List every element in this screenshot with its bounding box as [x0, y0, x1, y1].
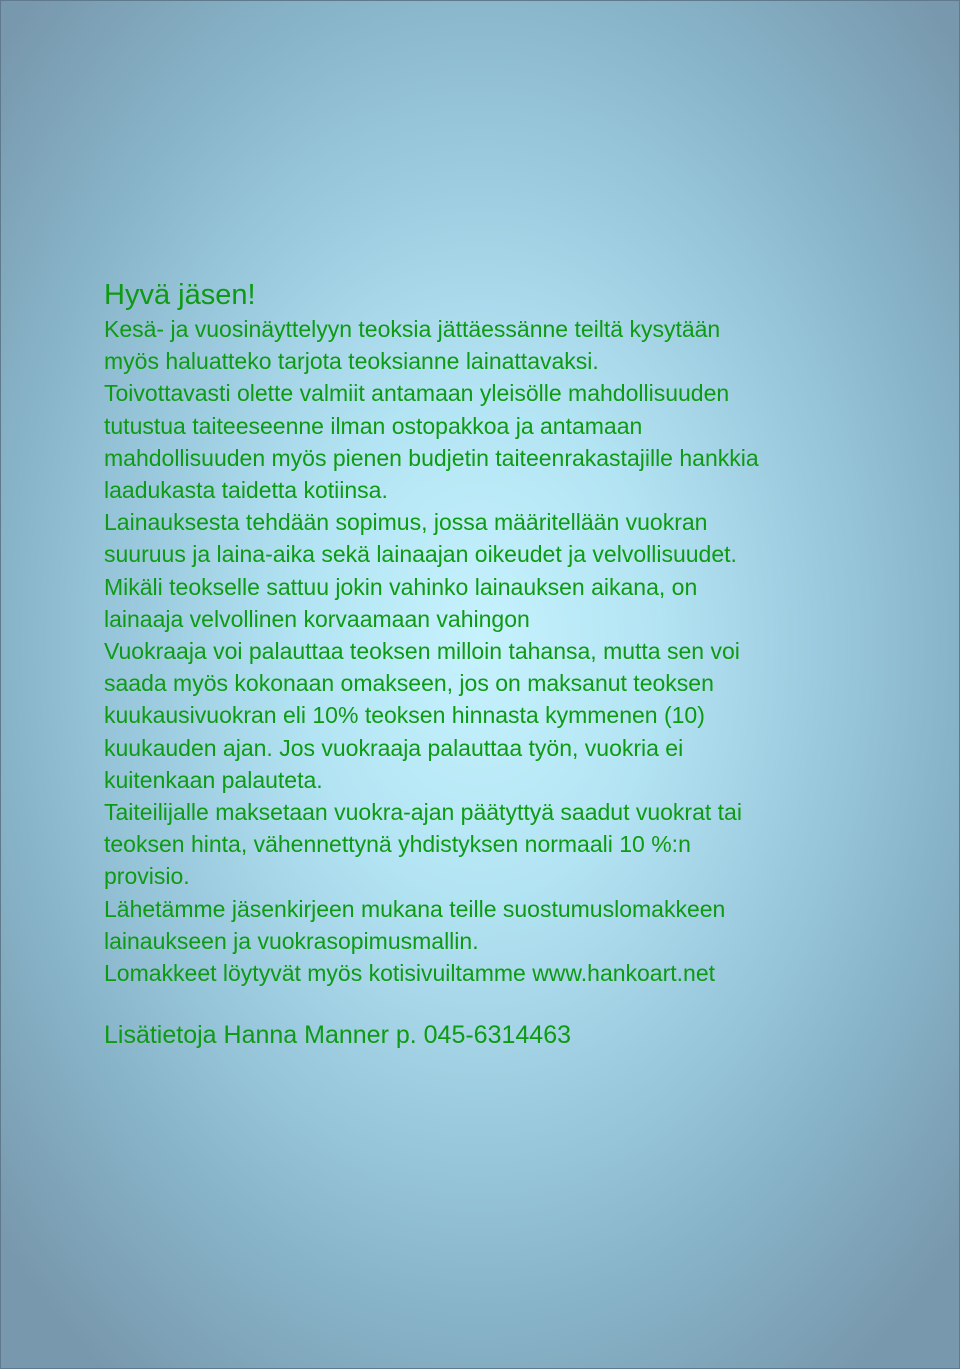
body-line: provisio. [104, 863, 190, 890]
body-line: myös haluatteko tarjota teoksianne lainattavaksi. [104, 348, 599, 375]
body-line: Lainauksesta tehdään sopimus, jossa määritellään vuokran [104, 509, 708, 536]
body-line: Kesä- ja vuosinäyttelyyn teoksia jättäessänne teiltä kysytään [104, 316, 721, 342]
letter-content [104, 277, 894, 1076]
body-line: tutustua taiteeseenne ilman ostopakkoa ja antamaan [104, 412, 643, 439]
body-line: kuukausivuokran eli 10% teoksen hinnasta kymmenen (10) [104, 702, 705, 729]
body-line: saada myös kokonaan omakseen, jos on maksanut teoksen [104, 670, 714, 697]
body-line: kuitenkaan palauteta. [104, 766, 323, 793]
body-line: Taiteilijalle maksetaan vuokra-ajan päätyttyä saadut vuokrat tai [104, 799, 742, 826]
body-line: lainaukseen ja vuokrasopimusmallin. [104, 927, 479, 954]
body-line: laadukasta taidetta kotiinsa. [104, 477, 388, 504]
body-line: teoksen hinta, vähennettynä yhdistyksen normaali 10 %:n [104, 831, 691, 858]
body-line: Mikäli teokselle sattuu jokin vahinko lainauksen aikana, on [104, 573, 698, 600]
body-line: lainaaja velvollinen korvaamaan vahingon [104, 605, 530, 632]
letter-body [104, 313, 894, 989]
body-line: Lähetämme jäsenkirjeen mukana teille suostumuslomakkeen [104, 895, 726, 922]
contact-info: Lisätietoja Hanna Manner p. 045-6314463 [104, 1021, 572, 1050]
body-line: kuukauden ajan. Jos vuokraaja palauttaa työn, vuokria ei [104, 734, 684, 761]
greeting: Hyvä jäsen! [104, 279, 256, 311]
body-line: mahdollisuuden myös pienen budjetin taiteenrakastajille hankkia [104, 444, 759, 471]
body-line: Lomakkeet löytyvät myös kotisivuiltamme www.hankoart.net [104, 960, 716, 987]
body-line: suuruus ja laina-aika sekä lainaajan oikeudet ja velvollisuudet. [104, 541, 737, 568]
body-line: Vuokraaja voi palauttaa teoksen milloin tahansa, mutta sen voi [104, 638, 740, 665]
body-line: Toivottavasti olette valmiit antamaan yleisölle mahdollisuuden [104, 380, 730, 407]
